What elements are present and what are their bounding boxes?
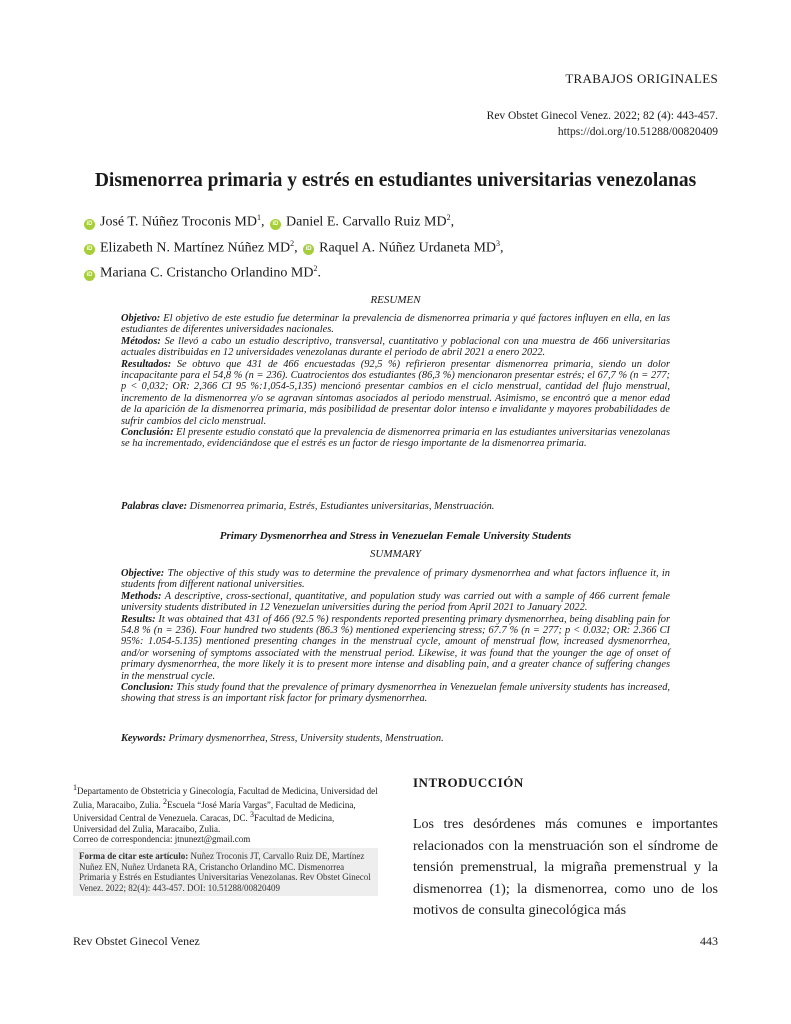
page-number: 443 [700,934,718,948]
doi-link[interactable]: https://doi.org/10.51288/00820409 [557,126,718,138]
author-name: Mariana C. Cristancho Orlandino MD [100,265,314,281]
summary-conclusion [121,682,670,705]
affiliations [73,783,378,845]
author-name: Daniel E. Carvallo Ruiz MD [286,214,447,230]
orcid-icon[interactable]: iD [303,244,314,255]
label: Forma de citar este artículo: [79,851,189,861]
text: Se llevó a cabo un estudio descriptivo, transversal, cuantitativo y poblacional con una muestra de 466 universitarias actuales distribuidas en 12 universidades venezolanas durante el periodo de abril 2021 a enero 2022. [121,335,670,359]
summary-objective [121,568,670,591]
label: Resultados: [121,358,172,370]
label: Métodos: [121,335,161,347]
author-name: José T. Núñez Troconis MD [100,214,257,230]
resumen-metodos [121,336,670,359]
separator: , [261,214,265,230]
resumen-body [121,313,670,450]
author-list [84,207,504,284]
author-name: Raquel A. Núñez Urdaneta MD [319,240,497,256]
affiliation-sup: 2 [290,238,295,248]
affiliation-2: Escuela “José María Vargas”, Facultad de Medicina, Universidad Central de Venezuela. Caracas, DC. [73,799,356,824]
english-title: Primary Dysmenorrhea and Stress in Venezuelan Female University Students [219,530,572,542]
separator: , [450,214,455,230]
label: Conclusión: [121,427,174,439]
label: Results: [121,613,156,625]
correspondence-email[interactable]: Correo de correspondencia: jtnunezt@gmail.com [73,834,251,845]
introduccion-body [413,814,718,922]
affiliation-sup: 1 [257,213,261,222]
affiliation-1: Departamento de Obstetricia y Ginecología, Facultad de Medicina, Universidad del Zulia, Maracaibo, Zulia. [73,786,378,810]
introduccion-heading: INTRODUCCIÓN [413,775,524,790]
affiliation-sup: 3 [250,810,255,820]
footer-journal: Rev Obstet Ginecol Venez [73,934,200,948]
text: Dismenorrea primaria, Estrés, Estudiantes universitarias, Menstruación. [187,501,495,512]
summary-keywords [121,733,444,744]
text: Primary dysmenorrhea, Stress, University students, Menstruation. [166,733,444,744]
text: A descriptive, cross-sectional, quantitative, and population study was carried out with a sample of 466 current female university students distributed in 12 Venezuelan universities during the period from April 2021 to January 2022. [121,590,670,614]
text: It was obtained that 431 of 466 (92.5 %) respondents reported presenting primary dysmenorrhea, being disabling pain for 54.8 % (n = 236). Four hundred two students (86.3 %) mentioned experiencing stress; 67.7 % (n = 277; p < 0.032; OR: 2.366 CI 95%: 1.054-5.135) mentioned presenting changes in the menstrual cycle, amount of menstrual flow, increased dysmenorrhea, and/or worsening of symptoms associated with the menstrual period. Likewise, it was found that the younger the age of onset of primary dysmenorrhea, the more likely it is to present more intense and disabling pain, and a greater chance of suffering changes in the menstrual cycle. [121,613,670,682]
author-name: Elizabeth N. Martínez Núñez MD [100,240,291,256]
label: Objetivo: [121,313,161,324]
how-to-cite-box [73,848,378,896]
article-title: Dismenorrea primaria y estrés en estudiantes universitarias venezolanas [94,170,697,191]
paragraph: Los tres desórdenes más comunes e importantes relacionados con la menstruación son el síndrome de tensión premenstrual, la migraña premenstrual y la dismenorrea (1); la dismenorrea, como uno de los motivos de consulta ginecológica más [413,817,718,918]
text: El objetivo de este estudio fue determinar la prevalencia de dismenorrea primaria y qué factores influyen en ella, en las estudiantes de diferentes universidades nacionales. [121,313,670,336]
affiliation-sup: 2 [446,213,451,222]
orcid-icon[interactable]: iD [270,219,281,230]
affiliation-sup: 2 [313,264,318,274]
affiliation-sup: 3 [496,238,501,248]
text: This study found that the prevalence of primary dysmenorrhea in Venezuelan female university students has increased, showing that stress is an important risk factor for primary dysmenorrhea. [121,682,670,705]
separator: , [294,240,298,256]
orcid-icon[interactable]: iD [84,270,95,281]
label: Methods: [121,590,162,602]
summary-methods [121,591,670,614]
label: Conclusion: [121,682,174,694]
orcid-icon[interactable]: iD [84,244,95,255]
separator: , [500,240,504,256]
separator: . [317,265,321,281]
text: Nuñez Troconis JT, Carvallo Ruiz DE, Martínez Nuñez EN, Nuñez Urdaneta RA, Cristancho Orlandino MC. Dismenorrea Primaria y Estrés en Estudiantes Universitarias Venezolanas. Rev Obstet Ginecol Venez. 2022; 82(4): 443-457. DOI: 10.51288/00820409 [79,851,371,893]
text: El presente estudio constató que la prevalencia de dismenorrea primaria en las estudiantes universitarias venezolanas se ha incrementado, evidenciándose que el estrés es un factor de riesgo importante de la dismenorrea primaria. [121,427,670,450]
resumen-conclusion [121,427,670,450]
text: Se obtuvo que 431 de 466 encuestadas (92,5 %) refirieron presentar dismenorrea primaria, siendo un dolor incapacitante para el 54,8 % (n = 236). Cuatrocientos dos estudiantes (86,3 %) mencionaron presentar estrés; el 67,7 % (n = 277; p < 0,032; OR: 2,366 CI 95 %:1,054-5,135) mencionó presentar cambios en el ciclo menstrual, cantidad del flujo menstrual, incremento de la dismenorrea y/o se agravan síntomas asociados al periodo menstrual. Asimismo, se encontró que a menor edad de la aparición de la dismenorrea primaria, más posibilidad de presentar dolor intenso e invalidante y mayores probabilidades de sufrir cambios del ciclo menstrual. [121,358,670,427]
journal-citation [487,108,718,140]
resumen-resultados [121,359,670,427]
affiliation-sup: 1 [73,783,77,792]
summary-results [121,614,670,682]
palabras-clave [121,501,494,512]
resumen-objetivo [121,313,670,336]
text: The objective of this study was to determine the prevalence of primary dysmenorrhea and what factors influence it, in students from different national universities. [121,568,670,591]
section-label: TRABAJOS ORIGINALES [565,71,718,86]
label: Palabras clave: [121,501,188,512]
summary-body [121,568,670,705]
affiliation-3: Facultad de Medicina, Universidad del Zulia, Maracaibo, Zulia. [73,813,335,834]
label: Objective: [121,568,165,579]
orcid-icon[interactable]: iD [84,219,95,230]
affiliation-sup: 2 [162,796,167,806]
label: Keywords: [121,733,167,744]
resumen-heading: RESUMEN [370,294,421,306]
citation-reference: Rev Obstet Ginecol Venez. 2022; 82 (4): 443-457. [486,110,718,122]
summary-heading: SUMMARY [369,548,422,560]
